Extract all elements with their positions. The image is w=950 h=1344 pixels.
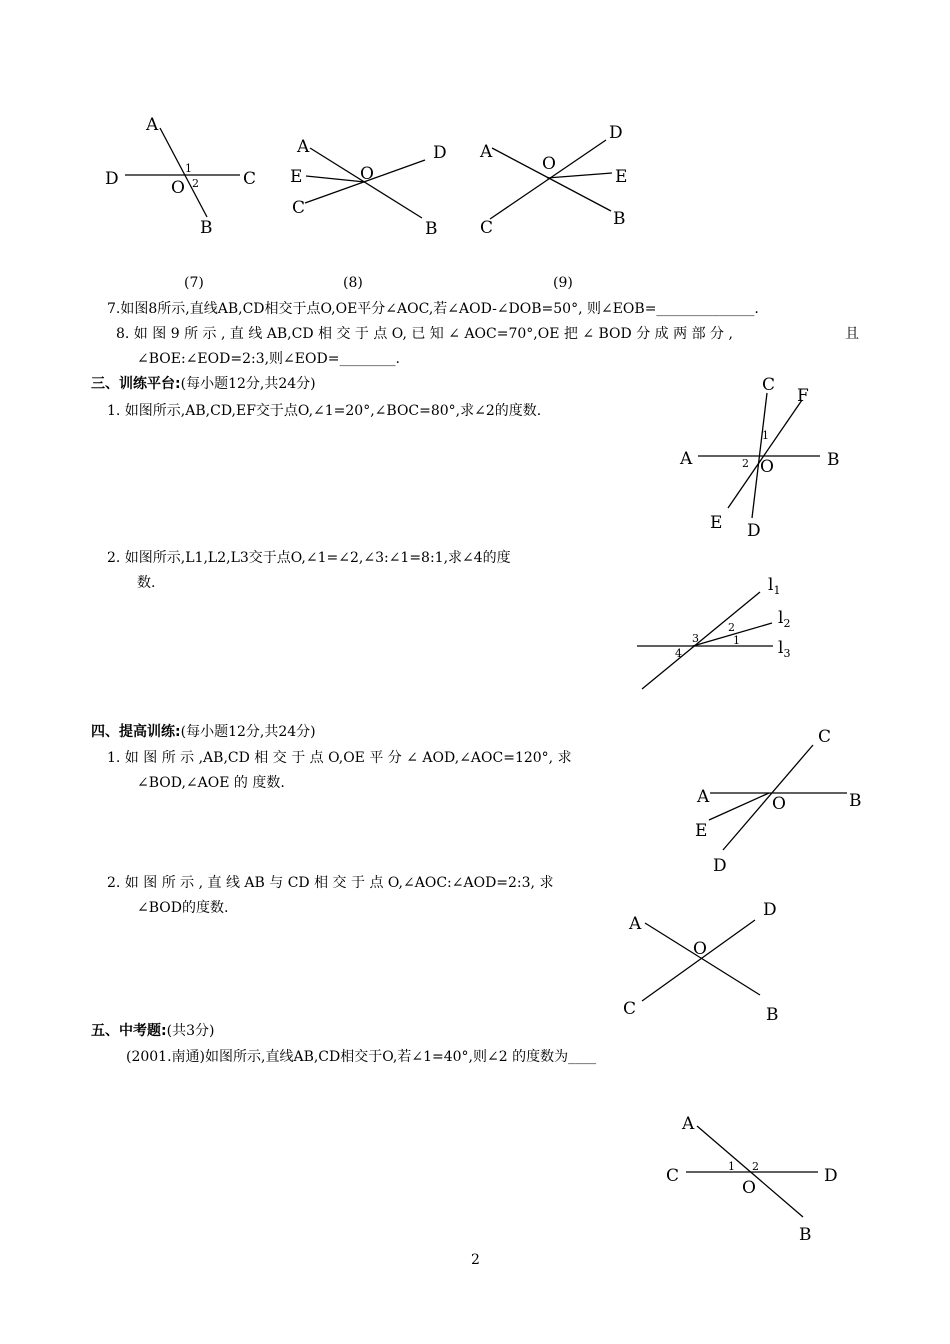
- section-4-question-1-line-2: ∠BOD,∠AOE 的 度数.: [137, 775, 285, 791]
- section-3-note: (每小题12分,共24分): [180, 376, 316, 392]
- caption-figure-8: (8): [343, 275, 363, 291]
- label-c: C: [818, 727, 832, 747]
- angle-1-label: 1: [733, 634, 740, 647]
- label-b: B: [827, 450, 840, 470]
- label-b: B: [613, 209, 626, 229]
- label-o: O: [693, 939, 707, 959]
- line-l1: [642, 592, 760, 689]
- line-ef: [728, 400, 802, 508]
- label-l2: [778, 608, 790, 630]
- label-b: B: [766, 1005, 779, 1025]
- label-a: A: [682, 1114, 695, 1134]
- label-l1: [768, 575, 780, 597]
- angle-2-label: 2: [192, 177, 199, 190]
- section-3-question-2-line-1: 2. 如图所示,L1,L2,L3交于点O,∠1=∠2,∠3:∠1=8:1,求∠4的度: [107, 550, 511, 566]
- label-a: A: [480, 142, 493, 162]
- label-f: F: [797, 386, 809, 406]
- section-3-figure-1: [670, 370, 855, 545]
- label-e: E: [695, 821, 708, 841]
- section-3-figure-2: [630, 570, 825, 700]
- section-4-figure-1: [685, 720, 870, 880]
- section-4-question-2-line-1: 2. 如 图 所 示 , 直 线 AB 与 CD 相 交 于 点 O,∠AOC:∠AOD=2:3, 求: [107, 875, 554, 891]
- question-8-line-1: 8. 如 图 9 所 示 , 直 线 AB,CD 相 交 于 点 O, 已 知 ∠ AOC=70°,OE 把 ∠ BOD 分 成 两 部 分 ,: [116, 326, 733, 342]
- figure-9: [475, 115, 640, 245]
- label-e: E: [290, 167, 303, 187]
- label-c: C: [292, 198, 306, 218]
- label-l2-subscript: 2: [783, 617, 791, 630]
- angle-4-label: 4: [675, 647, 682, 660]
- label-c: C: [480, 218, 494, 238]
- label-o: O: [742, 1178, 756, 1198]
- angle-2-label: 2: [752, 1160, 759, 1173]
- label-d: D: [713, 856, 727, 876]
- label-a: A: [629, 914, 642, 934]
- label-d: D: [105, 169, 119, 189]
- section-3-title: 三、训练平台:: [91, 376, 181, 392]
- label-d: D: [824, 1166, 838, 1186]
- label-c: C: [762, 375, 776, 395]
- angle-2-label: 2: [742, 457, 749, 470]
- label-c: C: [243, 169, 257, 189]
- section-3-question-1: 1. 如图所示,AB,CD,EF交于点O,∠1=20°,∠BOC=80°,求∠2的度数.: [107, 403, 542, 419]
- question-8-tail: 且: [845, 326, 859, 342]
- section-5-note: (共3分): [166, 1023, 215, 1039]
- figure-8: [285, 130, 460, 245]
- label-a: A: [697, 787, 710, 807]
- section-5-figure: [660, 1105, 845, 1250]
- label-o: O: [542, 154, 556, 174]
- line-cd: [723, 745, 813, 850]
- section-4-question-2-line-2: ∠BOD的度数.: [137, 900, 229, 916]
- label-e: E: [615, 167, 628, 187]
- section-3-question-2-line-2: 数.: [137, 575, 156, 591]
- label-d: D: [747, 521, 761, 541]
- section-5-title: 五、中考题:: [91, 1023, 167, 1039]
- caption-figure-7: (7): [184, 275, 204, 291]
- label-l1-letter: l: [768, 575, 774, 595]
- line-cd: [490, 140, 606, 219]
- figure-7: [95, 105, 275, 245]
- page-number: 2: [471, 1252, 480, 1268]
- label-l2-letter: l: [778, 608, 784, 628]
- section-5-question: (2001.南通)如图所示,直线AB,CD相交于O,若∠1=40°,则∠2 的度数为____: [126, 1049, 597, 1065]
- angle-2-label: 2: [728, 621, 735, 634]
- label-b: B: [200, 218, 213, 238]
- label-d: D: [763, 900, 777, 920]
- label-c: C: [623, 999, 637, 1019]
- label-a: A: [146, 115, 159, 135]
- label-l1-subscript: 1: [773, 584, 781, 597]
- label-b: B: [799, 1225, 812, 1245]
- section-4-question-1-line-1: 1. 如 图 所 示 ,AB,CD 相 交 于 点 O,OE 平 分 ∠ AOD,∠AOC=120°, 求: [107, 750, 572, 766]
- label-a: A: [297, 137, 310, 157]
- section-3-heading: [91, 375, 316, 393]
- section-5-heading: [91, 1022, 214, 1040]
- label-d: D: [609, 123, 623, 143]
- label-c: C: [666, 1166, 680, 1186]
- label-o: O: [360, 164, 374, 184]
- label-o: O: [772, 794, 786, 814]
- label-l3-letter: l: [778, 638, 784, 658]
- angle-3-label: 3: [692, 632, 699, 645]
- line-ab: [645, 923, 760, 995]
- section-4-note: (每小题12分,共24分): [180, 724, 316, 740]
- label-d: D: [433, 143, 447, 163]
- caption-figure-9: (9): [553, 275, 573, 291]
- label-l3: [778, 638, 790, 660]
- angle-1-label: 1: [728, 1160, 735, 1173]
- label-a: A: [680, 449, 693, 469]
- section-4-heading: [91, 723, 316, 741]
- question-8-line-2: ∠BOE:∠EOD=2:3,则∠EOD=________.: [137, 351, 400, 367]
- label-e: E: [710, 513, 723, 533]
- label-b: B: [849, 791, 862, 811]
- label-l3-subscript: 3: [783, 647, 791, 660]
- section-4-figure-2: [615, 895, 790, 1030]
- angle-1-label: 1: [185, 162, 192, 175]
- angle-1-label: 1: [762, 429, 769, 442]
- line-ab: [160, 128, 207, 217]
- label-o: O: [760, 457, 774, 477]
- section-4-title: 四、提高训练:: [91, 724, 181, 740]
- label-o: O: [171, 178, 185, 198]
- question-7: 7.如图8所示,直线AB,CD相交于点O,OE平分∠AOC,若∠AOD-∠DOB=50°, 则∠EOB=______________.: [107, 301, 759, 317]
- label-b: B: [425, 219, 438, 239]
